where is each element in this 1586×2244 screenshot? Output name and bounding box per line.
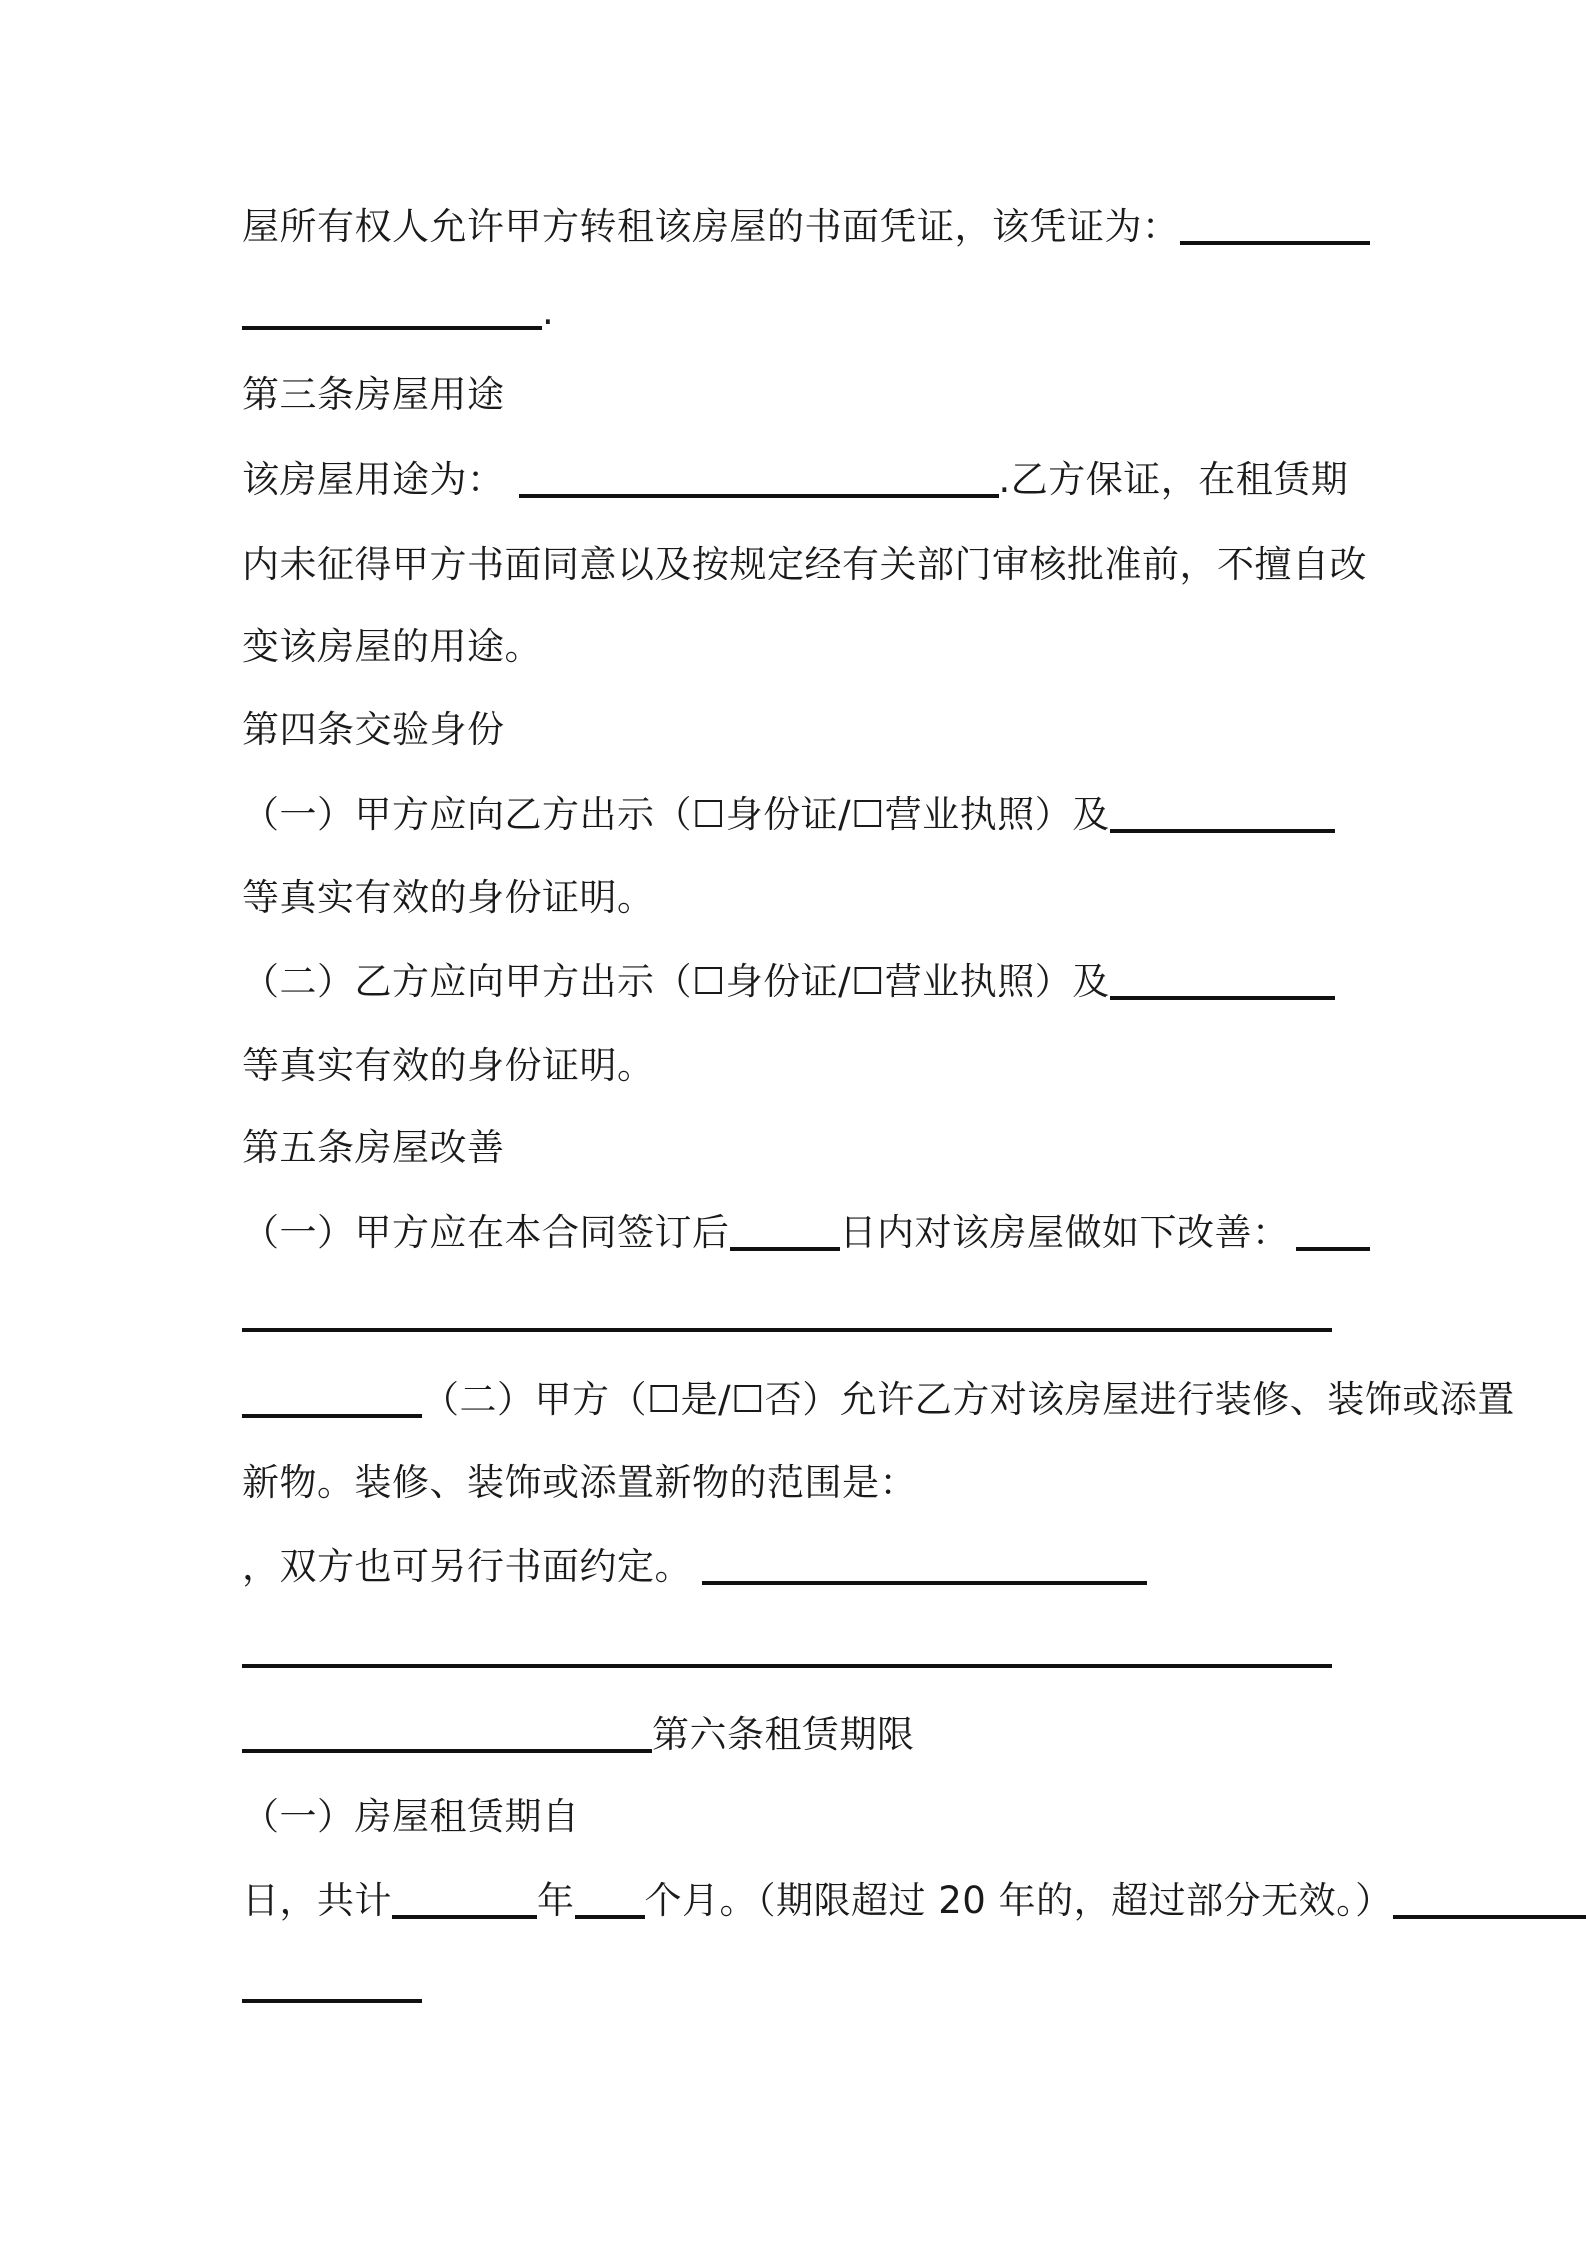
clause-text: 日，共计 xyxy=(242,1879,392,1922)
text-line xyxy=(242,1203,1362,1263)
blank-line-field[interactable] xyxy=(242,1328,1332,1332)
text-line xyxy=(242,1036,1362,1096)
blank-month-field[interactable] xyxy=(575,1871,645,1919)
clause-text: 新物。装修、装饰或添置新物的范围是： xyxy=(242,1461,917,1504)
clause-text: .乙方保证，在租赁期 xyxy=(998,458,1349,501)
heading-text: 第四条交验身份 xyxy=(242,708,505,751)
clause-text: 屋所有权人允许甲方转租该房屋的书面凭证，该凭证为： xyxy=(242,205,1180,248)
text-line xyxy=(242,282,1362,342)
text-line xyxy=(242,868,1362,928)
text-line xyxy=(242,1705,1362,1765)
blank-field[interactable] xyxy=(702,1537,1147,1585)
clause-text: . xyxy=(542,290,555,333)
blank-field[interactable] xyxy=(1296,1203,1370,1251)
blank-field[interactable] xyxy=(519,450,999,498)
blank-field[interactable] xyxy=(242,282,542,330)
clause-text: ，双方也可另行书面约定。 xyxy=(242,1545,692,1588)
clause-text: （二）甲方（☐是/☐否）允许乙方对该房屋进行装修、装饰或添置 xyxy=(422,1378,1515,1421)
clause-text: 第六条租赁期限 xyxy=(652,1713,915,1756)
blank-line-field[interactable] xyxy=(242,1664,1332,1668)
clause-text: （一）甲方应向乙方出示（☐身份证/☐营业执照）及 xyxy=(242,793,1110,836)
text-line xyxy=(242,535,1367,595)
heading-text: 第三条房屋用途 xyxy=(242,373,505,416)
clause-text: 个月。（期限超过 20 年的，超过部分无效。） xyxy=(644,1879,1393,1922)
text-line xyxy=(242,952,1362,1012)
blank-year-field[interactable] xyxy=(282,1955,352,2003)
clause-text: 变该房屋的用途。 xyxy=(242,625,542,668)
blank-field[interactable] xyxy=(242,1370,422,1418)
blank-field[interactable] xyxy=(730,1203,840,1251)
text-line xyxy=(242,1871,1393,1931)
text-line xyxy=(242,1537,1362,1597)
blank-day-field[interactable] xyxy=(242,1955,282,2003)
clause-text: 日内对该房屋做如下改善： xyxy=(839,1211,1290,1254)
text-line xyxy=(242,1370,1515,1430)
blank-field[interactable] xyxy=(1110,785,1335,833)
section-heading xyxy=(242,365,1362,425)
text-line xyxy=(242,1955,1362,2015)
blank-field[interactable] xyxy=(1180,197,1370,245)
section-heading xyxy=(242,1118,1362,1178)
text-line xyxy=(242,450,1362,510)
heading-text: 第五条房屋改善 xyxy=(242,1126,505,1169)
text-line xyxy=(242,785,1362,845)
clause-text: （一）甲方应在本合同签订后 xyxy=(242,1211,730,1254)
clause-text: 年 xyxy=(537,1879,575,1922)
text-line xyxy=(242,617,1362,677)
blank-field[interactable] xyxy=(1110,952,1335,1000)
text-line xyxy=(242,197,1362,257)
clause-text: 该房屋用途为： xyxy=(242,458,505,501)
section-heading xyxy=(242,700,1362,760)
clause-text: （二）乙方应向甲方出示（☐身份证/☐营业执照）及 xyxy=(242,960,1110,1003)
clause-text: 内未征得甲方书面同意以及按规定经有关部门审核批准前，不擅自改 xyxy=(242,543,1367,586)
section-heading xyxy=(242,1787,1362,1847)
blank-field[interactable] xyxy=(242,1705,652,1753)
clause-text: 等真实有效的身份证明。 xyxy=(242,1044,655,1087)
text-line xyxy=(242,1453,1362,1513)
blank-day-field[interactable] xyxy=(1393,1871,1461,1919)
blank-year-field[interactable] xyxy=(1461,1871,1586,1919)
heading-text: （一）房屋租赁期自 xyxy=(242,1795,580,1838)
blank-year-field[interactable] xyxy=(392,1871,537,1919)
blank-month-field[interactable] xyxy=(352,1955,422,2003)
clause-text: 等真实有效的身份证明。 xyxy=(242,876,655,919)
